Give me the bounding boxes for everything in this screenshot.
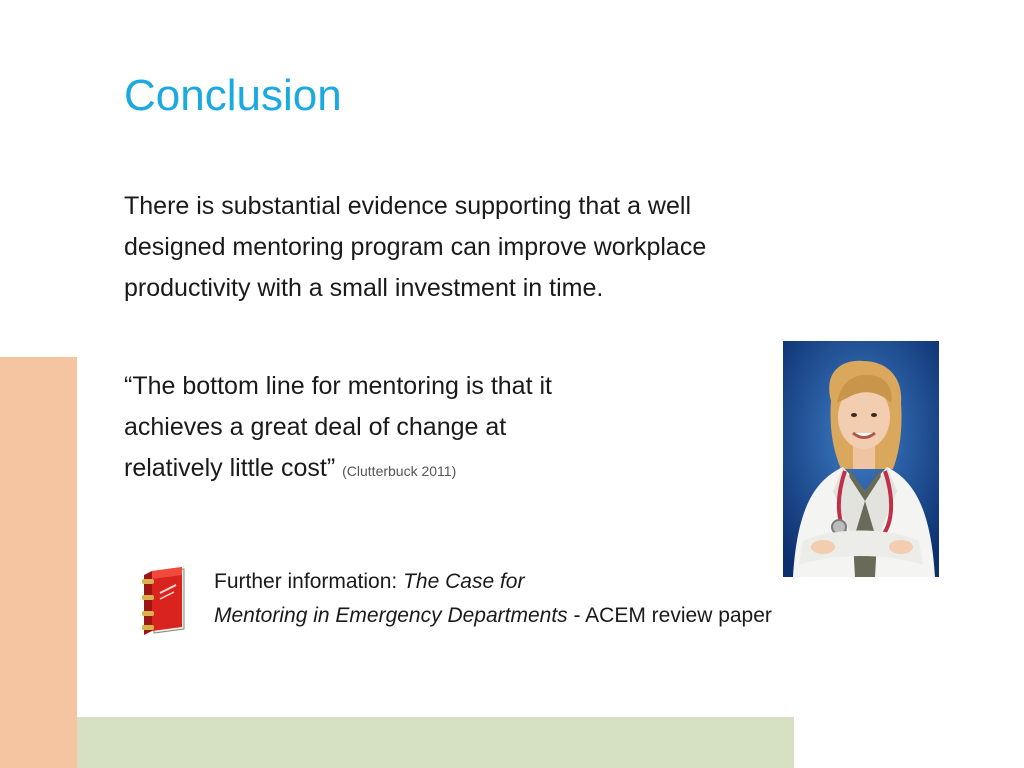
- conclusion-paragraph: [124, 186, 884, 309]
- slide-title: Conclusion: [124, 71, 342, 120]
- quote-line-last: [124, 448, 724, 492]
- paragraph-line: There is substantial evidence supporting that a well: [124, 192, 691, 220]
- report-book-icon: [140, 565, 188, 637]
- further-information: [214, 565, 772, 633]
- paragraph-line: productivity with a small investment in time.: [124, 274, 604, 302]
- bottom-accent-bar: [77, 717, 794, 768]
- doctor-photo: [783, 341, 939, 577]
- further-prefix: Further information:: [214, 570, 404, 593]
- further-line-2: [214, 599, 772, 633]
- paper-title-part1: The Case for: [403, 570, 525, 593]
- quote-citation: (Clutterbuck 2011): [342, 463, 457, 479]
- further-line-1: [214, 565, 772, 599]
- paragraph-line: designed mentoring program can improve workplace: [124, 233, 707, 261]
- quote-line-text: relatively little cost”: [124, 454, 336, 482]
- paper-title-part2: Mentoring in Emergency Departments: [214, 604, 568, 627]
- quote-line: “The bottom line for mentoring is that it: [124, 372, 552, 400]
- mentoring-quote: [124, 366, 724, 492]
- quote-line: achieves a great deal of change at: [124, 413, 507, 441]
- further-suffix: - ACEM review paper: [567, 604, 772, 627]
- left-accent-bar: [0, 357, 77, 768]
